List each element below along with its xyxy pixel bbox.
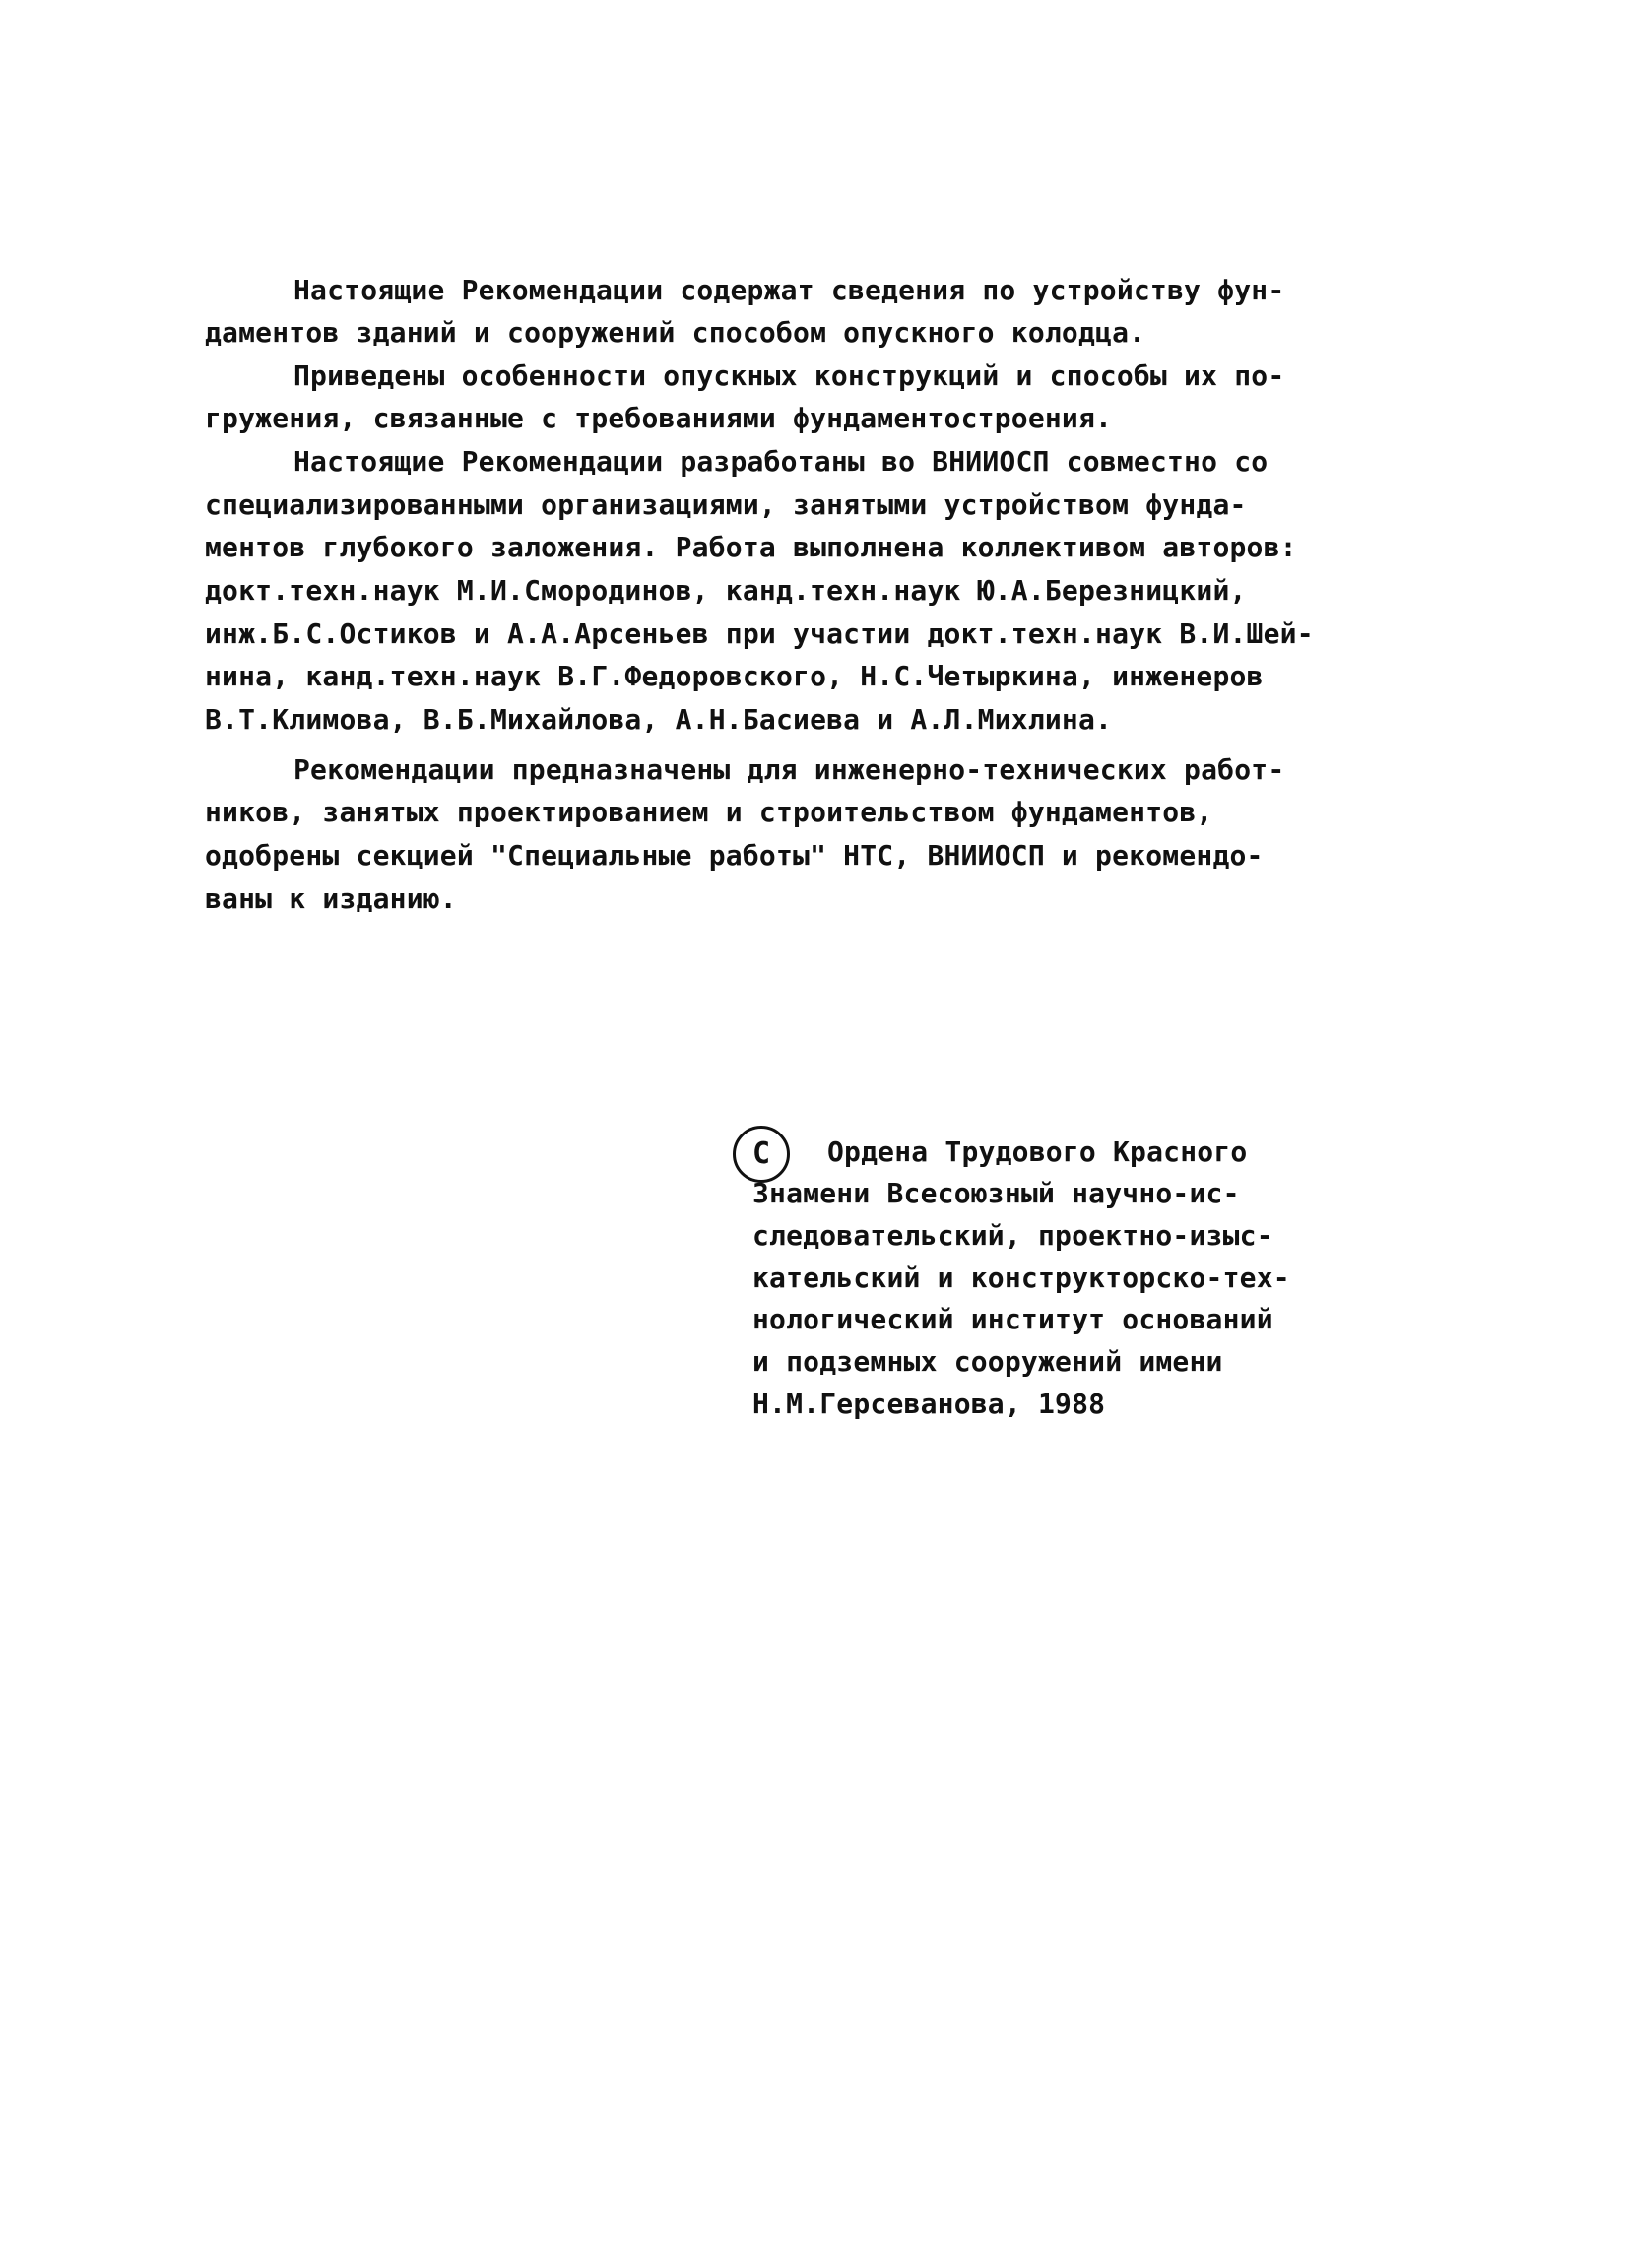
paragraph-line: ментов глубокого заложения. Работа выполнена коллективом авторов: [205, 531, 1297, 563]
paragraph-line: инж.Б.С.Остиков и А.А.Арсеньев при участии докт.техн.наук В.И.Шей- [205, 617, 1314, 650]
paragraph-line: Настоящие Рекомендации содержат сведения по устройству фун- [293, 274, 1285, 306]
paragraph-line: Приведены особенности опускных конструкций и способы их по- [293, 359, 1285, 392]
paragraph-line: одобрены секцией "Специальные работы" НТС, ВНИИОСП и рекомендо- [205, 839, 1264, 872]
paragraph-line: докт.техн.наук М.И.Смородинов, канд.техн.наук Ю.А.Березницкий, [205, 574, 1247, 607]
paragraph-line: нина, канд.техн.наук В.Г.Федоровского, Н.С.Четыркина, инженеров [205, 660, 1264, 692]
copyright-letter: С [751, 1136, 771, 1171]
paragraph-line: В.Т.Климова, В.Б.Михайлова, А.Н.Басиева и А.Л.Михлина. [205, 703, 1113, 736]
paragraph-line: гружения, связанные с требованиями фундаментостроения. [205, 402, 1113, 434]
copyright-line: следовательский, проектно-изыс- [752, 1219, 1273, 1252]
copyright-line: и подземных сооружений имени [752, 1345, 1223, 1378]
paragraph-line: ваны к изданию. [205, 882, 457, 915]
copyright-line: Н.М.Герсеванова, 1988 [752, 1388, 1106, 1420]
paragraph-line: ников, занятых проектированием и строительством фундаментов, [205, 796, 1213, 828]
paragraph-line: специализированными организациями, занятыми устройством фунда- [205, 488, 1247, 521]
copyright-line: кательский и конструкторско-тех- [752, 1262, 1290, 1294]
copyright-line: Знамени Всесоюзный научно-ис- [752, 1177, 1240, 1209]
paragraph-line: Рекомендации предназначены для инженерно-технических работ- [293, 753, 1285, 786]
copyright-line: нологический институт оснований [752, 1303, 1273, 1335]
paragraph-line: Настоящие Рекомендации разработаны во ВНИИОСП совместно со [293, 445, 1269, 478]
paragraph-line: даментов зданий и сооружений способом опускного колодца. [205, 316, 1146, 349]
copyright-line: Ордена Трудового Красного [827, 1135, 1248, 1168]
